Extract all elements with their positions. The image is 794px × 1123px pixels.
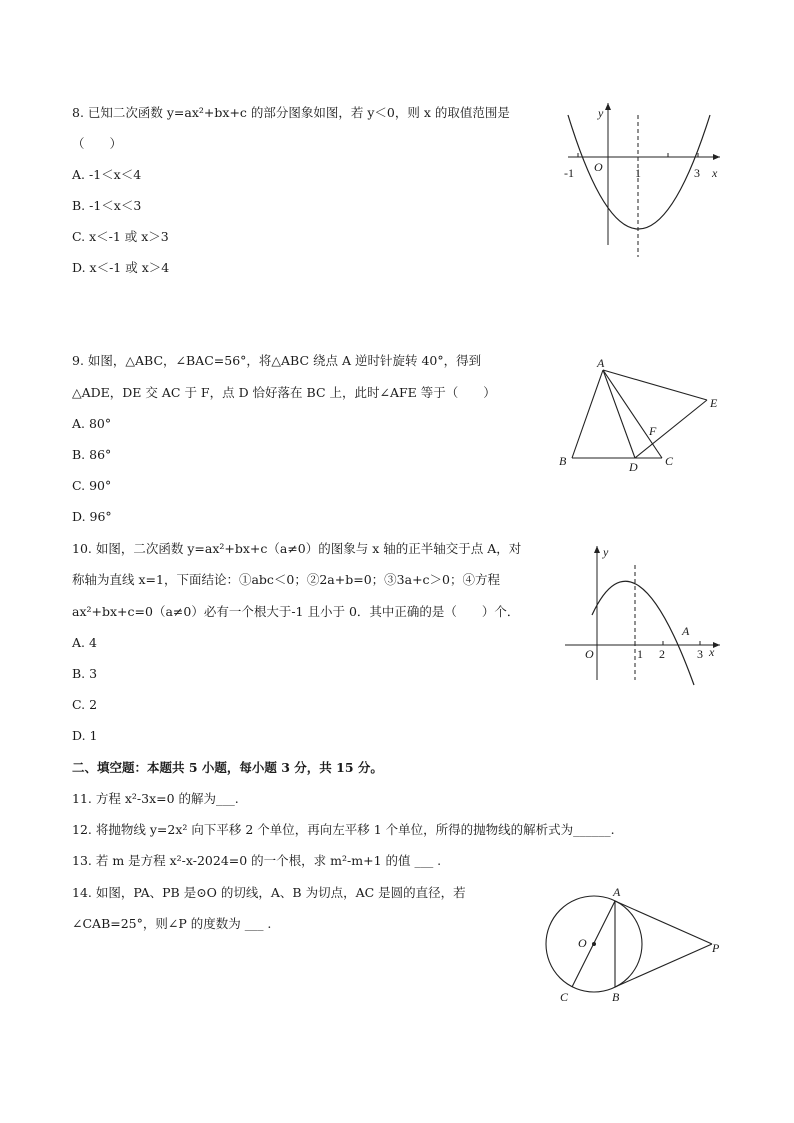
q14-label-c: C xyxy=(560,990,569,1004)
q9-option-d: D. 96° xyxy=(72,509,112,524)
q11: 11. 方程 x²-3x=0 的解为___. xyxy=(72,791,239,806)
q14-stem-line2: ∠CAB=25°，则∠P 的度数为 ___ . xyxy=(72,916,272,931)
q14-label-a: A xyxy=(613,885,621,899)
q9-label-d: D xyxy=(629,460,638,474)
q10-y-axis-label: y xyxy=(603,545,609,559)
q8-paren: （ ） xyxy=(72,136,123,151)
q14-label-b: B xyxy=(612,990,620,1004)
q8-option-c: C. x＜-1 或 x＞3 xyxy=(72,229,169,244)
q9-option-a: A. 80° xyxy=(72,416,112,431)
q10-point-a-label: A xyxy=(682,624,690,638)
q8-option-a: A. -1＜x＜4 xyxy=(72,167,142,182)
q9-label-c: C xyxy=(665,454,674,468)
q9-option-b: B. 86° xyxy=(72,447,112,462)
q10-option-b: B. 3 xyxy=(72,666,98,681)
q8-tick-label: 1 xyxy=(635,166,641,180)
q8-parabola-figure xyxy=(560,95,730,265)
q10-parabola-figure xyxy=(560,540,730,690)
q9-label-e: E xyxy=(710,396,718,410)
q14-label-p: P xyxy=(712,941,720,955)
q8-tick-label: -1 xyxy=(564,166,574,180)
q10-origin-label: O xyxy=(585,647,594,661)
q10-tick-label: 3 xyxy=(697,647,703,661)
q10-x-axis-label: x xyxy=(709,645,715,659)
q8-stem: 8. 已知二次函数 y=ax²+bx+c 的部分图象如图，若 y＜0，则 x 的取值范围是 xyxy=(72,105,510,120)
q10-stem-line3: ax²+bx+c=0（a≠0）必有一个根大于-1 且小于 0．其中正确的是（ ）个． xyxy=(72,604,520,619)
q10-tick-label: 1 xyxy=(637,647,643,661)
q10-option-d: D. 1 xyxy=(72,728,98,743)
q8-tick-label: 3 xyxy=(694,166,700,180)
q8-y-axis-label: y xyxy=(598,106,604,120)
q9-label-b: B xyxy=(559,454,567,468)
q14-label-o: O xyxy=(578,936,587,950)
q9-stem-line2: △ADE，DE 交 AC 于 F，点 D 恰好落在 BC 上，此时∠AFE 等于（ ） xyxy=(72,385,496,400)
q10-stem-line2: 称轴为直线 x=1，下面结论：①abc＜0；②2a+b=0；③3a+c＞0；④方程 xyxy=(72,572,500,587)
q10-tick-label: 2 xyxy=(659,647,665,661)
q10-option-a: A. 4 xyxy=(72,635,97,650)
q12: 12. 将抛物线 y=2x² 向下平移 2 个单位，再向左平移 1 个单位，所得的抛物线的解析式为______. xyxy=(72,822,615,837)
q8-x-axis-label: x xyxy=(712,166,718,180)
q9-stem-line1: 9. 如图，△ABC，∠BAC=56°，将△ABC 绕点 A 逆时针旋转 40°，得到 xyxy=(72,353,482,368)
q10-stem-line1: 10. 如图，二次函数 y=ax²+bx+c（a≠0）的图象与 x 轴的正半轴交于点 A，对 xyxy=(72,541,522,556)
q9-option-c: C. 90° xyxy=(72,478,112,493)
section-heading: 二、填空题：本题共 5 小题，每小题 3 分，共 15 分。 xyxy=(72,760,383,775)
q9-label-f: F xyxy=(649,424,657,438)
q9-triangle-figure xyxy=(555,355,730,475)
q13: 13. 若 m 是方程 x²-x-2024=0 的一个根，求 m²-m+1 的值 ___ . xyxy=(72,853,442,868)
q14-stem-line1: 14. 如图，PA、PB 是⊙O 的切线，A、B 为切点，AC 是圆的直径，若 xyxy=(72,885,466,900)
q9-label-a: A xyxy=(597,356,605,370)
q8-option-d: D. x＜-1 或 x＞4 xyxy=(72,260,170,275)
q14-circle-figure xyxy=(540,880,730,1010)
q8-origin-label: O xyxy=(594,160,603,174)
q8-option-b: B. -1＜x＜3 xyxy=(72,198,142,213)
q10-option-c: C. 2 xyxy=(72,697,98,712)
